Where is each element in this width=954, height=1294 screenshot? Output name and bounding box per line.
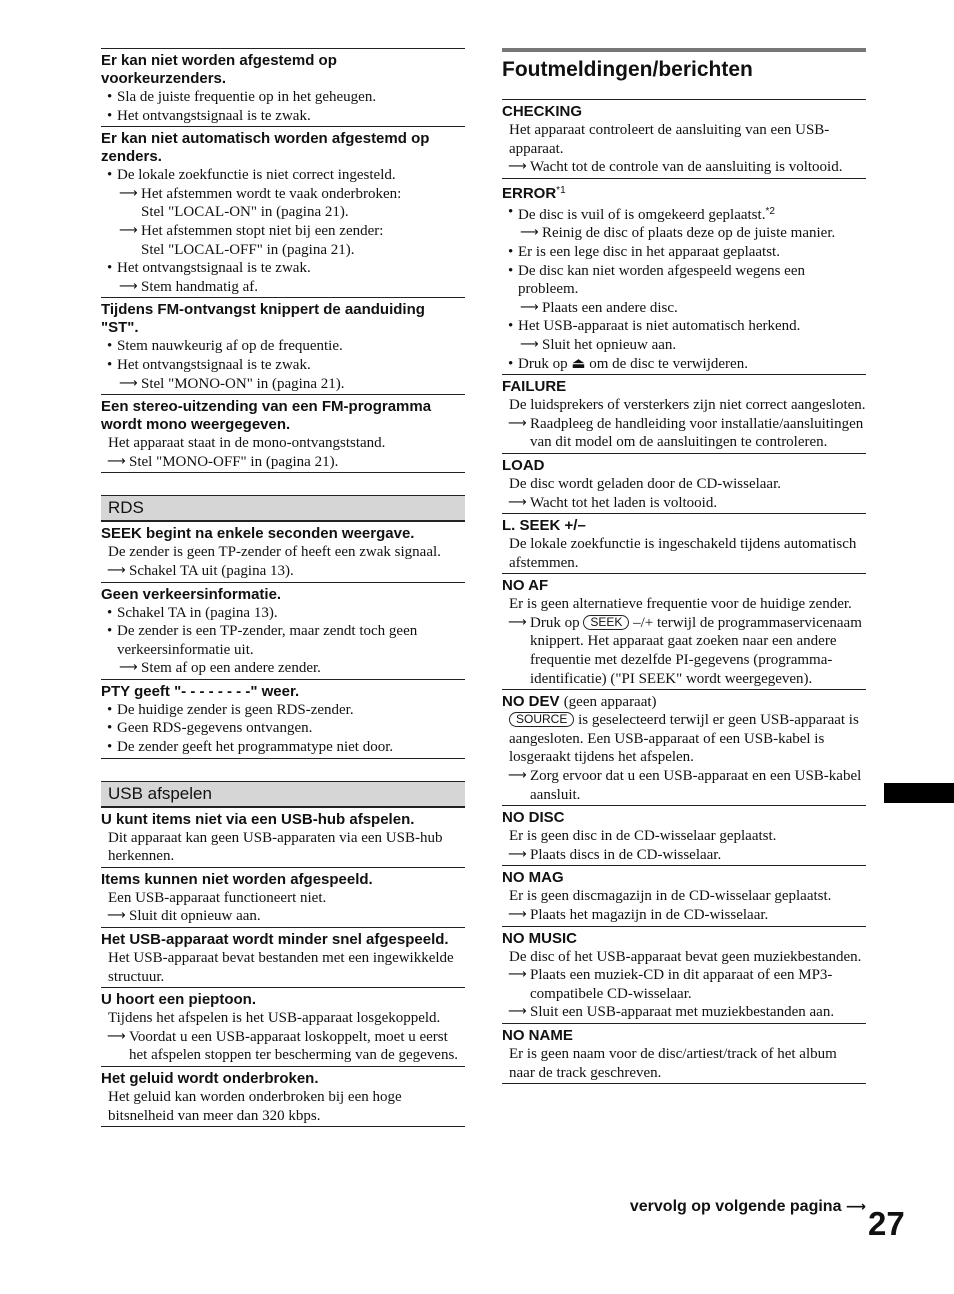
entry-body (101, 949, 465, 986)
entry-heading (502, 866, 866, 887)
item-text: Het afstemmen wordt te vaak onderbroken: (141, 185, 402, 202)
entry-heading (502, 179, 866, 203)
remedy-item (101, 562, 465, 581)
item-text: is geselecteerd terwijl er geen USB-apparaat is aangesloten. Een USB-apparaat of een USB-kabel is losgeraakt tijdens het afspelen. (509, 712, 859, 766)
troubleshoot-entry (502, 689, 866, 805)
entry-heading (101, 988, 465, 1009)
bullet-item (101, 701, 465, 720)
remedy-item (101, 907, 465, 926)
entry-heading-text: Tijdens FM-ontvangst knippert de aanduiding "ST". (101, 301, 425, 337)
bullet-item (101, 622, 465, 659)
remedy-item (502, 966, 866, 1003)
bullet-item (502, 262, 866, 299)
troubleshoot-entry (101, 679, 465, 759)
entry-heading (101, 49, 465, 88)
remedy-item (502, 614, 866, 688)
footnote-mark: *1 (556, 184, 566, 196)
troubleshoot-entry (502, 374, 866, 453)
remedy-item (502, 299, 866, 318)
item-text: Schakel TA in (pagina 13). (117, 604, 278, 621)
item-text: Er is geen disc in de CD-wisselaar geplaatst. (509, 828, 777, 845)
entry-heading (502, 927, 866, 948)
entry-body (502, 948, 866, 1022)
arrow-right-icon: ⟶ (520, 225, 539, 241)
entry-body (101, 701, 465, 757)
entry-heading-text: NO MAG (502, 869, 564, 887)
entry-body (502, 595, 866, 688)
item-text: Plaats het magazijn in de CD-wisselaar. (530, 907, 769, 923)
entry-heading-text: NO MUSIC (502, 929, 577, 947)
item-text: Stel "LOCAL-OFF" in (pagina 21). (141, 241, 355, 258)
item-text: Plaats discs in de CD-wisselaar. (530, 846, 722, 863)
remedy-item (502, 336, 866, 355)
item-text: Het USB-apparaat is niet automatisch herkend. (518, 318, 801, 335)
entry-heading-note: (geen apparaat) (563, 694, 657, 711)
remedy-item (502, 158, 866, 177)
arrow-right-icon: ⟶ (508, 967, 527, 983)
troubleshoot-entry (101, 1066, 465, 1127)
entry-heading-text: Er kan niet automatisch worden afgestemd op zenders. (101, 130, 430, 166)
continued-note: vervolg op volgende pagina ⟶ (629, 1198, 866, 1215)
item-text: Het apparaat staat in de mono-ontvangststand. (108, 435, 386, 452)
troubleshoot-entry (101, 394, 465, 473)
item-text: Wacht tot de controle van de aansluiting is voltooid. (530, 159, 843, 176)
item-text: Sluit het opnieuw aan. (542, 336, 677, 353)
troubleshoot-entry (502, 865, 866, 925)
page-number: 27 (868, 1205, 905, 1242)
item-text: Zorg ervoor dat u een USB-apparaat en een USB-kabel aansluit. (530, 768, 862, 803)
item-text: Er is een lege disc in het apparaat geplaatst. (518, 243, 780, 260)
bullet-item (502, 243, 866, 262)
troubleshoot-entry (101, 582, 465, 679)
troubleshoot-entry (101, 48, 465, 126)
continuation-line (101, 241, 465, 260)
item-text: Schakel TA uit (pagina 13). (129, 562, 294, 579)
entry-body (502, 475, 866, 512)
entry-heading-text: NO AF (502, 577, 549, 595)
item-text: Geen RDS-gegevens ontvangen. (117, 720, 313, 737)
item-text: Sla de juiste frequentie op in het geheugen. (117, 89, 377, 105)
arrow-right-icon: ⟶ (508, 614, 527, 630)
item-text: De zender is een TP-zender, maar zendt toch geen verkeersinformatie uit. (117, 623, 418, 658)
item-text: De lokale zoekfunctie is niet correct ingesteld. (117, 167, 396, 184)
description (502, 1045, 866, 1082)
item-text: Het ontvangstsignaal is te zwak. (117, 260, 311, 277)
entry-heading-text: PTY geeft "- - - - - - - -" weer. (101, 682, 300, 700)
item-text: Reinig de disc of plaats deze op de juiste manier. (542, 225, 836, 242)
item-text: Plaats een andere disc. (542, 299, 678, 316)
troubleshoot-entry (101, 297, 465, 394)
arrow-right-icon: ⟶ (508, 1004, 527, 1020)
button-label-source: SOURCE (509, 712, 574, 727)
bullet-item (101, 88, 465, 107)
entry-body (502, 121, 866, 177)
remedy-item (502, 846, 866, 865)
entry-heading-text: Geen verkeersinformatie. (101, 585, 282, 603)
item-text: Stel "MONO-ON" in (pagina 21). (141, 375, 345, 392)
button-label-seek: SEEK (583, 615, 629, 630)
troubleshoot-entry (502, 513, 866, 573)
troubleshoot-entry (101, 927, 465, 987)
entry-heading-text: ERROR (502, 184, 557, 202)
description (502, 396, 866, 415)
bullet-item (502, 203, 866, 225)
entry-heading (502, 514, 866, 535)
arrow-right-icon: ⟶ (508, 768, 527, 784)
remedy-item (101, 453, 465, 472)
item-text: Stel "LOCAL-ON" in (pagina 21). (141, 204, 349, 221)
entry-body (502, 535, 866, 572)
troubleshoot-entry (502, 926, 866, 1023)
right-column (502, 48, 866, 1084)
entry-heading (101, 1067, 465, 1088)
item-text: –/+ terwijl de programmaservicenaam knippert. Het apparaat gaat zoeken naar een andere frequentie met dezelfde PI-gegevens (programma-identificatie) ("PI SEEK" wordt weergegeven). (530, 614, 862, 687)
description (101, 1088, 465, 1125)
description (101, 829, 465, 866)
section-title: Foutmeldingen/berichten (502, 58, 753, 81)
entry-body (101, 1009, 465, 1065)
message-list (502, 99, 866, 1084)
remedy-item (101, 659, 465, 678)
item-text: Het geluid kan worden onderbroken bij een hoge bitsnelheid van meer dan 320 kbps. (108, 1089, 402, 1124)
item-text: Het USB-apparaat bevat bestanden met een ingewikkelde structuur. (108, 950, 454, 985)
entry-heading (101, 928, 465, 949)
section-header: USB afspelen (101, 781, 465, 807)
entry-body (101, 829, 465, 866)
troubleshoot-entry (502, 1023, 866, 1084)
troubleshoot-entry (502, 99, 866, 178)
arrow-right-icon: ⟶ (119, 185, 138, 201)
bullet-item (101, 356, 465, 375)
bullet-item (101, 259, 465, 278)
item-text: Sluit dit opnieuw aan. (129, 908, 261, 925)
entry-heading (101, 583, 465, 604)
description (101, 889, 465, 908)
troubleshoot-entry (502, 573, 866, 689)
arrow-right-icon: ⟶ (119, 222, 138, 238)
item-text: Wacht tot het laden is voltooid. (530, 494, 718, 511)
entry-body (502, 1045, 866, 1082)
remedy-item (502, 767, 866, 804)
item-text: Het ontvangstsignaal is te zwak. (117, 107, 311, 124)
bullet-item (101, 166, 465, 185)
entry-heading-text: Het geluid wordt onderbroken. (101, 1070, 319, 1087)
arrow-right-icon: ⟶ (119, 278, 138, 294)
entry-heading (502, 1024, 866, 1045)
entry-heading-text: NO DISC (502, 809, 565, 827)
entry-heading-text: Het USB-apparaat wordt minder snel afgespeeld. (101, 931, 449, 949)
entry-heading (101, 395, 465, 434)
remedy-item (101, 278, 465, 297)
entry-body (101, 543, 465, 580)
item-text: Het ontvangstsignaal is te zwak. (117, 356, 311, 373)
entry-heading (101, 127, 465, 166)
troubleshoot-entry (101, 867, 465, 927)
remedy-item (101, 375, 465, 394)
entry-heading (101, 298, 465, 337)
remedy-prefix: Druk op (530, 614, 580, 631)
entry-heading-text: L. SEEK +/– (502, 517, 586, 535)
description (502, 948, 866, 967)
description (101, 1009, 465, 1028)
bullet-item (101, 337, 465, 356)
remedy-item (502, 906, 866, 925)
entry-body (101, 166, 465, 296)
item-text: Druk op ⏏ om de disc te verwijderen. (518, 355, 748, 372)
entry-heading (502, 375, 866, 396)
item-text: De disc wordt geladen door de CD-wisselaar. (509, 475, 782, 492)
item-text: Dit apparaat kan geen USB-apparaten via een USB-hub herkennen. (108, 829, 443, 865)
entry-heading (502, 454, 866, 475)
description (502, 121, 866, 158)
item-text: De luidsprekers of versterkers zijn niet correct aangesloten. (509, 397, 866, 414)
entry-heading (101, 522, 465, 543)
troubleshoot-entry (502, 805, 866, 865)
entry-heading (502, 690, 866, 711)
item-text: Er is geen alternatieve frequentie voor de huidige zender. (509, 596, 852, 613)
left-column (101, 48, 465, 1127)
entry-heading-text: NO NAME (502, 1026, 573, 1044)
description (101, 543, 465, 562)
entry-body (101, 604, 465, 678)
arrow-right-icon: ⟶ (119, 375, 138, 391)
item-text: De disc of het USB-apparaat bevat geen muziekbestanden. (509, 948, 862, 965)
side-tab-marker (884, 783, 954, 803)
description (101, 949, 465, 986)
entry-heading (502, 806, 866, 827)
entry-heading-text: NO DEV (502, 693, 560, 711)
item-text: Stem nauwkeurig af op de frequentie. (117, 338, 343, 355)
item-text: Stel "MONO-OFF" in (pagina 21). (129, 453, 339, 470)
troubleshoot-entry (502, 453, 866, 513)
description (502, 595, 866, 614)
entry-body (101, 337, 465, 393)
remedy-item (502, 494, 866, 513)
bullet-item (502, 355, 866, 374)
entry-body (502, 887, 866, 924)
arrow-right-icon: ⟶ (508, 494, 527, 510)
description (502, 711, 866, 767)
item-text: Stem handmatig af. (141, 278, 259, 295)
item-text: De zender is geen TP-zender of heeft een zwak signaal. (108, 544, 441, 561)
arrow-right-icon: ⟶ (508, 907, 527, 922)
remedy-item (101, 1028, 465, 1065)
entry-body (502, 396, 866, 452)
entry-heading-text: Een stereo-uitzending van een FM-programma wordt mono weergegeven. (101, 398, 432, 434)
remedy-item (101, 185, 465, 204)
item-text: De huidige zender is geen RDS-zender. (117, 701, 354, 718)
arrow-right-icon: ⟶ (508, 846, 527, 862)
item-text: Sluit een USB-apparaat met muziekbestanden aan. (530, 1004, 835, 1021)
item-text: Stem af op een andere zender. (141, 660, 321, 677)
bullet-item (101, 604, 465, 623)
entry-heading-text: LOAD (502, 456, 545, 474)
entry-body (101, 434, 465, 471)
remedy-item (101, 222, 465, 241)
entry-body (502, 711, 866, 804)
entry-heading (101, 868, 465, 889)
item-text: Plaats een muziek-CD in dit apparaat of een MP3-compatibele CD-wisselaar. (530, 967, 833, 1002)
item-text: De disc is vuil of is omgekeerd geplaatst. (518, 206, 766, 223)
arrow-right-icon: ⟶ (508, 159, 527, 175)
arrow-right-icon: ⟶ (107, 453, 126, 469)
item-text: Het apparaat controleert de aansluiting van een USB-apparaat. (509, 122, 830, 157)
troubleshoot-entry (502, 178, 866, 374)
arrow-right-icon: ⟶ (107, 908, 126, 924)
entry-heading-text: U kunt items niet via een USB-hub afspelen. (101, 810, 415, 828)
remedy-item (502, 415, 866, 452)
entry-heading (502, 100, 866, 121)
entry-body (101, 1088, 465, 1125)
remedy-item (502, 1003, 866, 1022)
bullet-item (101, 107, 465, 126)
troubleshoot-entry (101, 126, 465, 297)
entry-body (502, 203, 866, 373)
arrow-right-icon: ⟶ (107, 1028, 126, 1044)
arrow-right-icon: ⟶ (845, 1199, 866, 1215)
entry-body (101, 889, 465, 926)
troubleshoot-entry (101, 521, 465, 581)
footnote-mark: *2 (765, 205, 775, 217)
arrow-right-icon: ⟶ (119, 660, 138, 676)
bullet-item (101, 719, 465, 738)
arrow-right-icon: ⟶ (520, 336, 539, 352)
entry-body (101, 88, 465, 125)
item-text: Een USB-apparaat functioneert niet. (108, 889, 327, 906)
arrow-right-icon: ⟶ (520, 299, 539, 315)
troubleshoot-entry (101, 807, 465, 867)
entry-heading-text: CHECKING (502, 103, 583, 120)
description (502, 535, 866, 572)
item-text: De zender geeft het programmatype niet door. (117, 739, 394, 756)
description (502, 475, 866, 494)
description (101, 434, 465, 453)
remedy-item (502, 224, 866, 243)
entry-heading-text: U hoort een pieptoon. (101, 991, 256, 1009)
continuation-line (101, 203, 465, 222)
item-text: Voordat u een USB-apparaat loskoppelt, moet u eerst het afspelen stoppen ter bescherming van de gegevens. (129, 1028, 459, 1064)
item-text: Raadpleeg de handleiding voor installatie/aansluitingen van dit model om de aansluitingen te controleren. (530, 415, 864, 451)
arrow-right-icon: ⟶ (508, 415, 527, 431)
item-text: Het afstemmen stopt niet bij een zender: (141, 222, 384, 239)
entry-heading (101, 808, 465, 829)
entry-heading-text: Er kan niet worden afgestemd op voorkeurzenders. (101, 52, 337, 87)
entry-heading-text: Items kunnen niet worden afgespeeld. (101, 870, 373, 888)
arrow-right-icon: ⟶ (107, 562, 126, 578)
entry-heading (502, 574, 866, 595)
bullet-item (502, 317, 866, 336)
entry-body (502, 827, 866, 864)
entry-heading-text: SEEK begint na enkele seconden weergave. (101, 525, 415, 543)
section-header: RDS (101, 495, 465, 521)
description (502, 827, 866, 846)
entry-heading (101, 680, 465, 701)
item-text: De disc kan niet worden afgespeeld wegens een probleem. (518, 262, 805, 298)
item-text: De lokale zoekfunctie is ingeschakeld tijdens automatisch afstemmen. (509, 536, 857, 571)
bullet-item (101, 738, 465, 757)
entry-heading-text: FAILURE (502, 378, 567, 396)
item-text: Tijdens het afspelen is het USB-apparaat losgekoppeld. (108, 1010, 441, 1027)
item-text: Er is geen naam voor de disc/artiest/track of het album naar de track geschreven. (509, 1045, 837, 1081)
troubleshoot-entry (101, 987, 465, 1066)
item-text: Er is geen discmagazijn in de CD-wisselaar geplaatst. (509, 888, 832, 905)
description (502, 887, 866, 906)
